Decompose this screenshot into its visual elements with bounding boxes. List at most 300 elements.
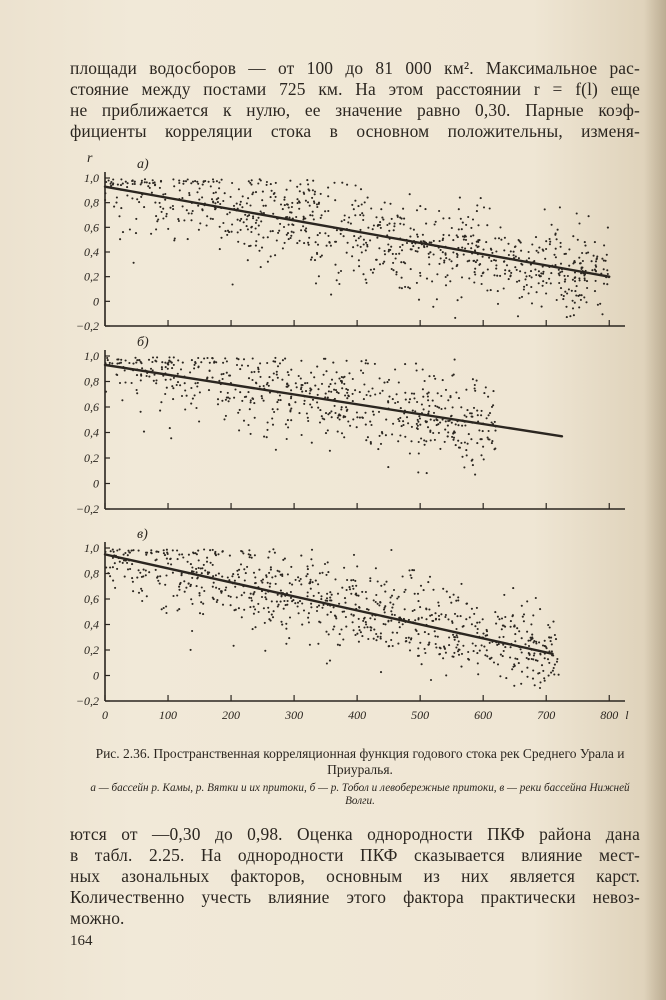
scatter-point — [467, 651, 469, 653]
scatter-point — [341, 406, 343, 408]
scatter-point — [383, 261, 385, 263]
scatter-point — [364, 201, 366, 203]
scatter-point — [134, 181, 136, 183]
scatter-point — [172, 398, 174, 400]
scatter-point — [228, 595, 230, 597]
scatter-point — [250, 593, 252, 595]
scatter-point — [445, 674, 447, 676]
scatter-point — [312, 581, 314, 583]
scatter-point — [483, 206, 485, 208]
x-tick-label: 400 — [348, 708, 367, 722]
scatter-point — [456, 256, 458, 258]
scatter-point — [220, 391, 222, 393]
scatter-point — [277, 365, 279, 367]
scatter-point — [257, 368, 259, 370]
trend-line — [105, 187, 609, 277]
scatter-point — [402, 244, 404, 246]
scatter-point — [109, 575, 111, 577]
scatter-point — [461, 456, 463, 458]
scatter-point — [481, 644, 483, 646]
scatter-point — [281, 595, 283, 597]
scatter-point — [167, 368, 169, 370]
scatter-point — [529, 654, 531, 656]
scatter-point — [581, 267, 583, 269]
scatter-point — [267, 582, 269, 584]
scatter-point — [296, 186, 298, 188]
scatter-point — [341, 220, 343, 222]
scatter-point — [240, 563, 242, 565]
scatter-point — [436, 406, 438, 408]
scatter-point — [387, 400, 389, 402]
scatter-point — [250, 433, 252, 435]
scatter-point — [145, 574, 147, 576]
scatter-point — [430, 242, 432, 244]
scatter-point — [122, 231, 124, 233]
scatter-point — [412, 245, 414, 247]
scatter-point — [250, 245, 252, 247]
scatter-point — [189, 371, 191, 373]
scatter-point — [258, 233, 260, 235]
scatter-point — [593, 255, 595, 257]
scatter-point — [432, 620, 434, 622]
scatter-point — [410, 577, 412, 579]
scatter-point — [458, 397, 460, 399]
scatter-point — [124, 576, 126, 578]
scatter-point — [226, 234, 228, 236]
scatter-point — [316, 253, 318, 255]
scatter-point — [516, 269, 518, 271]
scatter-point — [261, 582, 263, 584]
scatter-point — [169, 427, 171, 429]
scatter-point — [383, 382, 385, 384]
scatter-point — [398, 621, 400, 623]
scatter-point — [402, 208, 404, 210]
scatter-point — [419, 606, 421, 608]
scatter-point — [374, 393, 376, 395]
scatter-point — [327, 429, 329, 431]
scatter-point — [498, 636, 500, 638]
scatter-point — [516, 658, 518, 660]
scatter-point — [178, 180, 180, 182]
scatter-point — [470, 227, 472, 229]
scatter-point — [426, 245, 428, 247]
scatter-point — [238, 429, 240, 431]
scatter-point — [359, 214, 361, 216]
scatter-point — [283, 600, 285, 602]
scatter-point — [556, 299, 558, 301]
scatter-point — [131, 382, 133, 384]
scatter-point — [476, 622, 478, 624]
scatter-point — [275, 583, 277, 585]
scatter-point — [147, 185, 149, 187]
scatter-point — [396, 632, 398, 634]
scatter-point — [396, 271, 398, 273]
scatter-point — [224, 357, 226, 359]
scatter-point — [188, 192, 190, 194]
scatter-point — [136, 374, 138, 376]
scatter-point — [224, 230, 226, 232]
scatter-point — [280, 601, 282, 603]
scatter-point — [504, 626, 506, 628]
scatter-point — [486, 289, 488, 291]
scatter-point — [132, 590, 134, 592]
scatter-point — [435, 418, 437, 420]
scatter-point — [438, 210, 440, 212]
scatter-point — [282, 208, 284, 210]
scatter-point — [170, 437, 172, 439]
scatter-point — [141, 600, 143, 602]
scatter-point — [197, 382, 199, 384]
scatter-point — [264, 650, 266, 652]
scatter-point — [206, 557, 208, 559]
scatter-point — [493, 274, 495, 276]
scatter-point — [222, 378, 224, 380]
scatter-point — [211, 377, 213, 379]
scatter-point — [481, 410, 483, 412]
scatter-point — [498, 618, 500, 620]
scatter-point — [566, 316, 568, 318]
scatter-point — [197, 576, 199, 578]
scatter-point — [383, 609, 385, 611]
scatter-point — [288, 404, 290, 406]
scatter-point — [291, 206, 293, 208]
scatter-point — [339, 633, 341, 635]
scatter-point — [159, 583, 161, 585]
scatter-point — [124, 552, 126, 554]
scatter-point — [504, 269, 506, 271]
scatter-point — [270, 569, 272, 571]
scatter-point — [605, 260, 607, 262]
scatter-point — [325, 600, 327, 602]
scatter-point — [346, 252, 348, 254]
scatter-point — [381, 217, 383, 219]
scatter-point — [584, 241, 586, 243]
scatter-point — [483, 646, 485, 648]
scatter-point — [284, 204, 286, 206]
scatter-point — [606, 254, 608, 256]
scatter-point — [309, 581, 311, 583]
scatter-point — [288, 238, 290, 240]
scatter-point — [194, 180, 196, 182]
scatter-point — [425, 223, 427, 225]
scatter-point — [500, 654, 502, 656]
scatter-point — [365, 424, 367, 426]
scatter-point — [390, 596, 392, 598]
scatter-point — [300, 377, 302, 379]
scatter-point — [132, 549, 134, 551]
scatter-point — [166, 552, 168, 554]
scatter-point — [513, 685, 515, 687]
scatter-point — [379, 224, 381, 226]
scatter-point — [409, 452, 411, 454]
scatter-point — [226, 213, 228, 215]
scatter-point — [171, 362, 173, 364]
scatter-point — [578, 222, 580, 224]
scatter-point — [238, 188, 240, 190]
scatter-point — [331, 594, 333, 596]
scatter-point — [258, 569, 260, 571]
scatter-point — [455, 628, 457, 630]
scatter-point — [375, 567, 377, 569]
scatter-point — [370, 443, 372, 445]
scatter-point — [321, 572, 323, 574]
scatter-point — [252, 215, 254, 217]
scatter-point — [404, 363, 406, 365]
scatter-point — [467, 216, 469, 218]
scatter-point — [364, 412, 366, 414]
scatter-point — [291, 584, 293, 586]
scatter-point — [352, 378, 354, 380]
scatter-point — [350, 223, 352, 225]
scatter-point — [334, 405, 336, 407]
scatter-point — [499, 226, 501, 228]
y-tick-label: 0,6 — [84, 592, 99, 606]
scatter-point — [408, 637, 410, 639]
scatter-point — [243, 221, 245, 223]
scatter-point — [365, 359, 367, 361]
scatter-point — [418, 452, 420, 454]
scatter-point — [254, 417, 256, 419]
scatter-point — [560, 294, 562, 296]
scatter-point — [410, 574, 412, 576]
scatter-point — [513, 663, 515, 665]
scatter-point — [191, 603, 193, 605]
scatter-point — [457, 599, 459, 601]
scatter-point — [307, 573, 309, 575]
scatter-point — [351, 255, 353, 257]
scatter-point — [341, 387, 343, 389]
scatter-point — [346, 579, 348, 581]
scatter-point — [241, 364, 243, 366]
scatter-point — [127, 182, 129, 184]
scatter-point — [586, 280, 588, 282]
scatter-point — [574, 280, 576, 282]
scatter-point — [396, 215, 398, 217]
scatter-point — [438, 605, 440, 607]
scatter-point — [419, 205, 421, 207]
scatter-point — [392, 269, 394, 271]
page-number: 164 — [70, 933, 93, 949]
scatter-point — [558, 282, 560, 284]
scatter-point — [465, 239, 467, 241]
scatter-point — [422, 240, 424, 242]
scatter-point — [323, 358, 325, 360]
scatter-point — [138, 359, 140, 361]
scatter-point — [254, 626, 256, 628]
scatter-point — [397, 418, 399, 420]
scatter-point — [367, 197, 369, 199]
scatter-point — [358, 618, 360, 620]
scatter-point — [345, 616, 347, 618]
scatter-point — [515, 256, 517, 258]
scatter-point — [217, 398, 219, 400]
scatter-point — [387, 466, 389, 468]
scatter-point — [221, 179, 223, 181]
scatter-point — [437, 601, 439, 603]
scatter-point — [183, 580, 185, 582]
scatter-point — [318, 592, 320, 594]
scatter-point — [285, 623, 287, 625]
scatter-point — [555, 256, 557, 258]
scatter-point — [464, 235, 466, 237]
scatter-point — [490, 260, 492, 262]
scatter-point — [572, 307, 574, 309]
scatter-point — [199, 391, 201, 393]
scatter-point — [490, 248, 492, 250]
scatter-point — [409, 193, 411, 195]
scatter-point — [444, 441, 446, 443]
scatter-point — [551, 224, 553, 226]
scatter-point — [446, 274, 448, 276]
scatter-point — [337, 431, 339, 433]
scatter-point — [495, 268, 497, 270]
scatter-point — [312, 189, 314, 191]
scatter-point — [279, 362, 281, 364]
scatter-point — [327, 195, 329, 197]
scatter-point — [323, 418, 325, 420]
scatter-point — [466, 603, 468, 605]
scatter-point — [119, 382, 121, 384]
scatter-point — [489, 642, 491, 644]
scatter-point — [471, 416, 473, 418]
scatter-point — [452, 634, 454, 636]
scatter-point — [385, 641, 387, 643]
scatter-point — [363, 243, 365, 245]
scatter-point — [460, 615, 462, 617]
scatter-point — [163, 607, 165, 609]
scatter-point — [373, 638, 375, 640]
scatter-point — [433, 419, 435, 421]
scatter-point — [353, 269, 355, 271]
scatter-point — [363, 398, 365, 400]
scatter-point — [170, 563, 172, 565]
scatter-point — [197, 550, 199, 552]
scatter-point — [354, 389, 356, 391]
scatter-point — [172, 178, 174, 180]
scatter-point — [366, 244, 368, 246]
scatter-point — [430, 439, 432, 441]
scatter-point — [230, 604, 232, 606]
scatter-point — [532, 669, 534, 671]
scatter-point — [474, 384, 476, 386]
scatter-point — [532, 614, 534, 616]
scatter-point — [380, 632, 382, 634]
scatter-point — [442, 379, 444, 381]
scatter-point — [398, 381, 400, 383]
scatter-point — [584, 277, 586, 279]
scatter-point — [182, 183, 184, 185]
scatter-point — [177, 218, 179, 220]
scatter-point — [524, 272, 526, 274]
scatter-point — [262, 205, 264, 207]
scatter-point — [183, 219, 185, 221]
scatter-point — [526, 667, 528, 669]
scatter-point — [517, 315, 519, 317]
scatter-point — [378, 247, 380, 249]
scatter-point — [235, 609, 237, 611]
scatter-point — [520, 648, 522, 650]
scatter-point — [541, 664, 543, 666]
scatter-point — [248, 549, 250, 551]
scatter-point — [545, 292, 547, 294]
scatter-point — [310, 259, 312, 261]
scatter-point — [269, 583, 271, 585]
scatter-point — [433, 412, 435, 414]
scatter-point — [518, 239, 520, 241]
panel-label: в) — [137, 527, 148, 542]
scatter-point — [526, 676, 528, 678]
scatter-point — [337, 593, 339, 595]
scatter-point — [191, 359, 193, 361]
scatter-point — [321, 383, 323, 385]
y-tick-label: 0,4 — [84, 425, 99, 440]
scatter-point — [366, 394, 368, 396]
scatter-point — [197, 205, 199, 207]
scatter-point — [250, 226, 252, 228]
scatter-point — [499, 275, 501, 277]
scatter-point — [117, 358, 119, 360]
scatter-point — [327, 210, 329, 212]
scatter-point — [496, 275, 498, 277]
scatter-point — [243, 420, 245, 422]
scatter-point — [434, 630, 436, 632]
scatter-point — [379, 221, 381, 223]
scatter-point — [277, 408, 279, 410]
scatter-point — [489, 658, 491, 660]
scatter-point — [333, 182, 335, 184]
scatter-point — [309, 403, 311, 405]
scatter-point — [508, 254, 510, 256]
scatter-point — [153, 380, 155, 382]
scatter-point — [309, 205, 311, 207]
scatter-point — [376, 259, 378, 261]
scatter-point — [268, 572, 270, 574]
scatter-point — [363, 239, 365, 241]
scatter-point — [487, 396, 489, 398]
scatter-point — [222, 222, 224, 224]
scatter-point — [214, 553, 216, 555]
scatter-point — [152, 182, 154, 184]
scatter-point — [239, 220, 241, 222]
scatter-point — [467, 443, 469, 445]
scatter-point — [132, 363, 134, 365]
scatter-point — [401, 425, 403, 427]
scatter-point — [165, 605, 167, 607]
scatter-point — [381, 432, 383, 434]
scatter-point — [417, 593, 419, 595]
scatter-point — [369, 580, 371, 582]
scatter-point — [198, 420, 200, 422]
scatter-point — [553, 667, 555, 669]
scatter-point — [326, 662, 328, 664]
scatter-point — [336, 229, 338, 231]
scatter-point — [222, 200, 224, 202]
scatter-point — [356, 565, 358, 567]
scatter-point — [181, 197, 183, 199]
scatter-point — [244, 214, 246, 216]
scatter-point — [314, 259, 316, 261]
scatter-point — [455, 423, 457, 425]
scatter-point — [112, 178, 114, 180]
scatter-point — [574, 290, 576, 292]
scatter-point — [372, 228, 374, 230]
scatter-point — [411, 426, 413, 428]
scatter-point — [428, 375, 430, 377]
scatter-point — [143, 206, 145, 208]
text-line: стояние между постами 725 км. На этом расстоянии r = f(l) еще — [70, 79, 640, 99]
scatter-point — [476, 204, 478, 206]
scatter-point — [472, 378, 474, 380]
